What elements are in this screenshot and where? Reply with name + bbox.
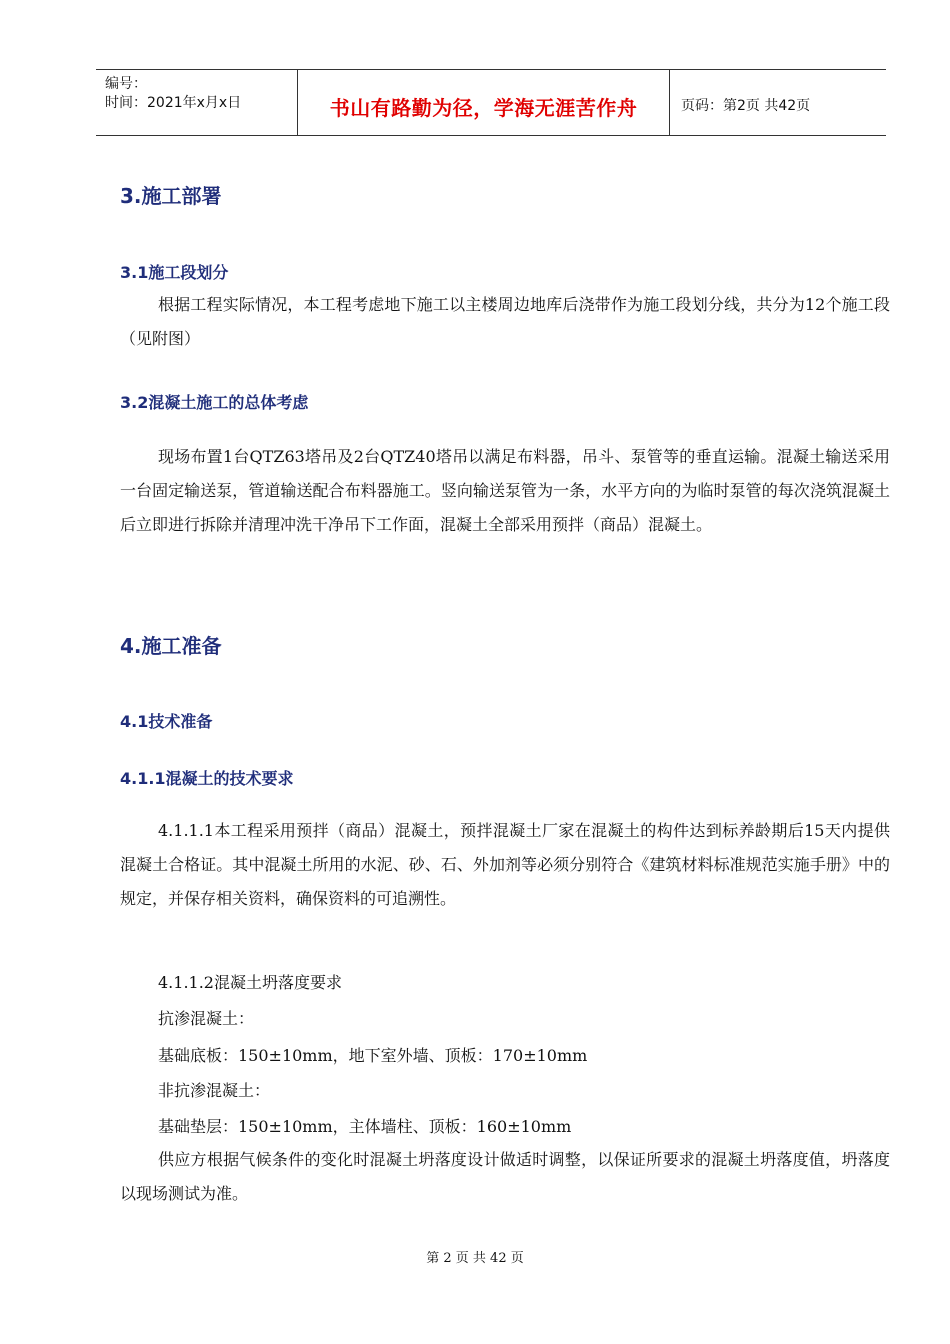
section-3-heading: 3.施工部署 [120,184,222,208]
header-meta-cell [96,70,298,135]
time-label: 时间：2021年x月x日 [105,95,242,111]
section-4-1-1-1-paragraph: 4.1.1.1本工程采用预拌（商品）混凝土，预拌混凝土厂家在混凝土的构件达到标养龄期后15天内提供混凝土合格证。其中混凝土所用的水泥、砂、石、外加剂等必须分别符合《建筑材料标准规范实施手册》中的规定，并保存相关资料，确保资料的可追溯性。 [120,821,890,908]
section-3-1-paragraph: 根据工程实际情况，本工程考虑地下施工以主楼周边地库后浇带作为施工段划分线，共分为12个施工段（见附图） [120,295,890,348]
section-4-1-heading: 4.1技术准备 [120,712,213,731]
section-3-2-heading: 3.2混凝土施工的总体考虑 [120,393,309,412]
closing-paragraph: 供应方根据气候条件的变化时混凝土坍落度设计做适时调整，以保证所要求的混凝土坍落度值，坍落度以现场测试为准。 [120,1150,890,1203]
section-4-1-1-heading: 4.1.1混凝土的技术要求 [120,769,294,788]
section-3-2-paragraph: 现场布置1台QTZ63塔吊及2台QTZ40塔吊以满足布料器，吊斗、泵管等的垂直运输。混凝土输送采用一台固定输送泵，管道输送配合布料器施工。竖向输送泵管为一条，水平方向的为临时泵管的每次浇筑混凝土后立即进行拆除并清理冲洗干净吊下工作面，混凝土全部采用预拌（商品）混凝土。 [120,447,890,534]
non-impermeable-concrete-label: 非抗渗混凝土： [158,1081,271,1100]
impermeable-slump-values: 基础底板：150±10mm，地下室外墙、顶板：170±10mm [158,1046,588,1065]
non-impermeable-slump-values: 基础垫层：150±10mm，主体墙柱、顶板：160±10mm [158,1117,572,1136]
code-label: 编号： [105,76,147,92]
section-3-1-heading: 3.1施工段划分 [120,263,229,282]
header-motto-cell [298,70,670,135]
page-header [96,69,886,136]
section-4-heading: 4.施工准备 [120,634,222,658]
page-footer: 第 2 页 共 42 页 [426,1251,524,1266]
motto-text: 书山有路勤为径，学海无涯苦作舟 [329,96,638,120]
section-4-1-1-2-heading: 4.1.1.2混凝土坍落度要求 [158,973,342,992]
page-number-label: 页码：第2页 共42页 [681,98,811,114]
impermeable-concrete-label: 抗渗混凝土： [158,1009,255,1028]
header-page-cell [670,70,886,135]
